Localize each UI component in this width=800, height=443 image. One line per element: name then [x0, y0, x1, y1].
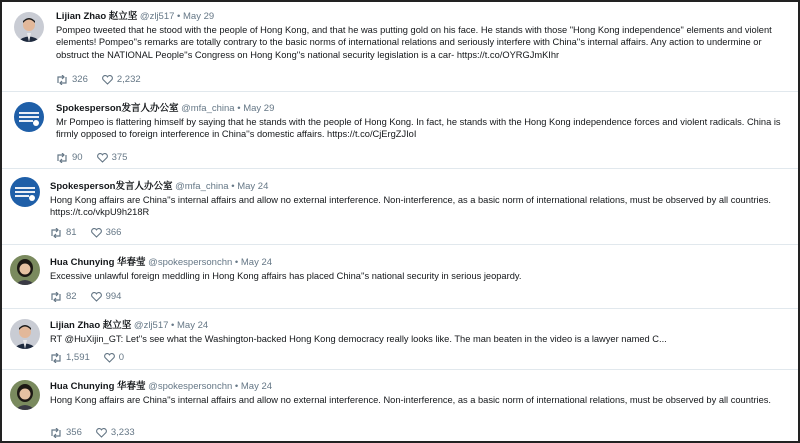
like-count: 2,232 — [116, 74, 141, 85]
tweet-text: Hong Kong affairs are China''s internal affairs and allow no external interference. Non-interference, as a basic norm of international relations, must be observed by all countries. https://t.co/vkpU9h218R — [50, 195, 772, 218]
author-handle[interactable]: @mfa_china — [175, 181, 229, 192]
heart-icon — [96, 428, 107, 438]
tweet-date[interactable]: May 29 — [243, 103, 275, 114]
tweet-actions — [50, 352, 138, 363]
like-button[interactable] — [96, 427, 135, 438]
retweet-icon — [50, 428, 62, 438]
retweet-button[interactable] — [50, 427, 82, 438]
tweet-date[interactable]: May 29 — [183, 11, 215, 22]
like-count: 3,233 — [110, 427, 135, 438]
tweet-header — [50, 317, 208, 331]
retweet-icon — [50, 353, 62, 363]
avatar-lijian-zhao[interactable] — [10, 319, 40, 349]
tweet-item[interactable] — [2, 245, 798, 309]
avatar-hua-chunying[interactable] — [10, 380, 40, 410]
author-handle[interactable]: @spokespersonchn — [148, 381, 233, 392]
tweet-header — [50, 254, 272, 268]
tweet-actions — [50, 427, 149, 438]
mfa-logo-icon — [14, 102, 44, 132]
retweet-button[interactable] — [56, 74, 88, 85]
tweet-header — [56, 100, 274, 114]
tweet-text: RT @HuXijin_GT: Let''s see what the Washington-backed Hong Kong democracy really looks like. The man beaten in the video is a lawyer named C... — [50, 334, 667, 344]
tweet-item[interactable] — [2, 92, 798, 169]
separator-dot: • — [234, 381, 239, 392]
retweet-count: 356 — [66, 427, 82, 438]
like-count: 994 — [105, 291, 122, 302]
separator-dot: • — [234, 257, 239, 268]
man-avatar-icon — [14, 12, 44, 42]
author-name[interactable]: Spokesperson发言人办公室 — [50, 181, 173, 192]
like-button[interactable] — [97, 152, 128, 163]
retweet-count: 326 — [72, 74, 88, 85]
woman-avatar-icon — [10, 380, 40, 410]
separator-dot: • — [177, 11, 181, 22]
tweet-text: Mr Pompeo is flattering himself by saying that he stands with the people of Hong Kong. In fact, he stands with the Hong Kong independence forces and violent radicals. China is firmly opposed to foreign interference in China''s domestic affairs. https://t.co/CjErgZJIoI — [56, 117, 781, 140]
tweet-item[interactable] — [2, 169, 798, 245]
tweet-item[interactable] — [2, 2, 798, 92]
retweet-icon — [50, 292, 62, 302]
retweet-icon — [56, 153, 68, 163]
mfa-logo-icon — [10, 177, 40, 207]
tweet-header — [50, 378, 272, 392]
tweet-actions — [56, 152, 141, 163]
like-count: 0 — [118, 352, 125, 363]
tweet-text: Pompeo tweeted that he stood with the people of Hong Kong, and that he was putting gold on his face. He stands with those "Hong Kong independence" elements and violent elements! Pompeo''s remarks are totally contrary to the basic norms of international relations and seriously interfere with China''s internal affairs. Any action to undermine or obstruct the NATIONAL People''s Congress on Hong Kong''s national security legislation is a car- https://t.co/OYRGJmKIhr — [56, 25, 772, 60]
heart-icon — [102, 75, 113, 85]
tweet-header — [50, 178, 268, 192]
retweet-count: 82 — [66, 291, 77, 302]
like-button[interactable] — [102, 74, 141, 85]
woman-avatar-icon — [10, 255, 40, 285]
author-name[interactable]: Hua Chunying 华春莹 — [50, 257, 146, 268]
tweet-header — [56, 8, 214, 22]
separator-dot: • — [231, 181, 235, 192]
author-name[interactable]: Spokesperson发言人办公室 — [56, 103, 179, 114]
retweet-count: 1,591 — [66, 352, 90, 363]
tweet-item[interactable] — [2, 309, 798, 370]
like-count: 366 — [105, 227, 122, 238]
like-button[interactable] — [104, 352, 124, 363]
like-button[interactable] — [91, 227, 122, 238]
tweet-date[interactable]: May 24 — [240, 257, 273, 268]
heart-icon — [97, 153, 108, 163]
like-button[interactable] — [91, 291, 122, 302]
tweet-actions — [50, 227, 135, 238]
author-name[interactable]: Lijian Zhao 赵立坚 — [50, 320, 132, 331]
retweet-button[interactable] — [50, 352, 90, 363]
tweet-text: Excessive unlawful foreign meddling in Hong Kong affairs has placed China''s national security in serious jeopardy. — [50, 271, 522, 281]
retweet-icon — [50, 228, 62, 238]
retweet-count: 81 — [66, 227, 77, 238]
retweet-button[interactable] — [50, 227, 77, 238]
author-name[interactable]: Hua Chunying 华春莹 — [50, 381, 146, 392]
heart-icon — [91, 292, 102, 302]
separator-dot: • — [171, 320, 175, 331]
avatar-mfa-china[interactable] — [10, 177, 40, 207]
retweet-count: 90 — [72, 152, 83, 163]
heart-icon — [104, 353, 115, 363]
avatar-mfa-china[interactable] — [14, 102, 44, 132]
author-handle[interactable]: @zlj517 — [133, 320, 169, 331]
author-handle[interactable]: @mfa_china — [181, 103, 235, 114]
tweet-text: Hong Kong affairs are China''s internal affairs and allow no external interference. Non-interference, as a basic norm of international relations, must be observed by all countries. — [50, 395, 772, 405]
author-name[interactable]: Lijian Zhao 赵立坚 — [56, 11, 138, 22]
tweet-actions — [50, 291, 135, 302]
separator-dot: • — [237, 103, 241, 114]
tweet-date[interactable]: May 24 — [240, 381, 273, 392]
retweet-button[interactable] — [50, 291, 77, 302]
author-handle[interactable]: @zlj517 — [139, 11, 175, 22]
tweet-date[interactable]: May 24 — [177, 320, 209, 331]
retweet-icon — [56, 75, 68, 85]
heart-icon — [91, 228, 102, 238]
avatar-lijian-zhao[interactable] — [14, 12, 44, 42]
tweet-date[interactable]: May 24 — [237, 181, 269, 192]
avatar-hua-chunying[interactable] — [10, 255, 40, 285]
man-avatar-icon — [10, 319, 40, 349]
author-handle[interactable]: @spokespersonchn — [148, 257, 233, 268]
retweet-button[interactable] — [56, 152, 83, 163]
like-count: 375 — [111, 152, 128, 163]
tweet-item[interactable] — [2, 370, 798, 443]
tweet-actions — [56, 74, 155, 85]
